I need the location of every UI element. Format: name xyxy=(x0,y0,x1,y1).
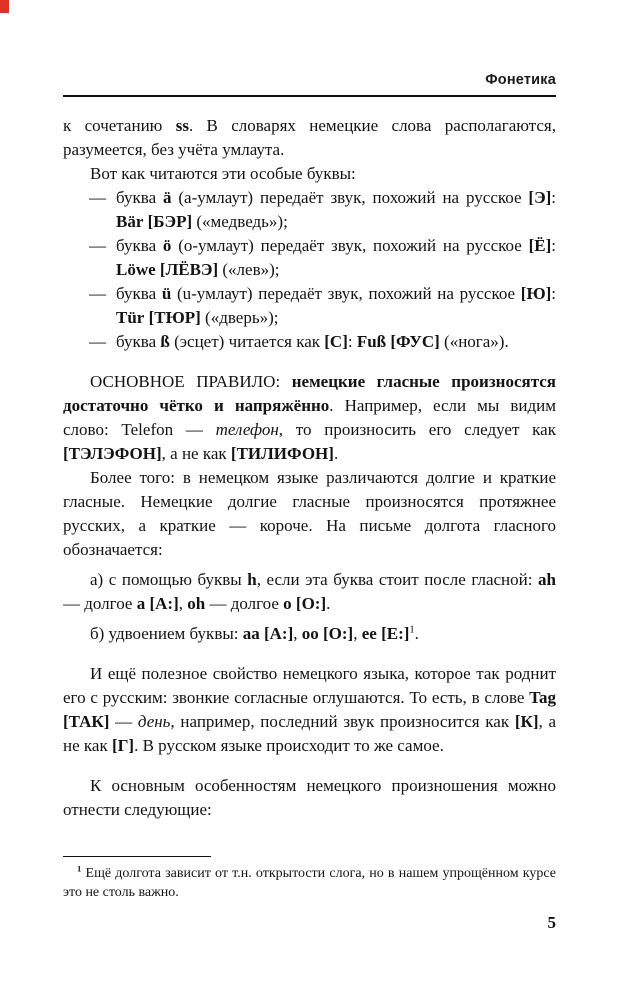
page-number: 5 xyxy=(547,913,556,932)
paragraph-voiced-consonants: И ещё полезное свойство немецкого языка, которое так роднит его с русским: звонкие согласные оглушаются. То есть, в слове Tag [ТАК] — день, например, последний звук произносится как [К], а не как [Г]. В русском языке происходит то же самое. xyxy=(63,664,556,755)
list-dash: — xyxy=(89,188,106,207)
list-item xyxy=(63,282,556,330)
paragraph-main-rule: ОСНОВНОЕ ПРАВИЛО: немецкие гласные произносятся достаточно чётко и напряжённо. Например, если мы видим слово: Telefon — телефон, то произносить его следует как [ТЭЛЭФОН], а не как [ТИЛИФОН]. xyxy=(63,372,556,463)
list-item xyxy=(63,330,556,354)
running-header: Фонетика xyxy=(485,72,556,88)
list-item xyxy=(63,234,556,282)
list-dash: — xyxy=(89,236,106,255)
list-item-text: буква ß (эсцет) читается как [С]: Fuß [ФУС] («нога»). xyxy=(116,332,509,351)
page-footer xyxy=(63,856,556,933)
list-dash: — xyxy=(89,332,106,351)
paragraph-point-b: б) удвоением буквы: aa [А:], oo [О:], ee [Е:]$^1$. xyxy=(90,624,419,643)
letters-list xyxy=(63,186,556,354)
list-dash: — xyxy=(89,284,106,303)
list-item xyxy=(63,186,556,234)
paragraph-features-lead: К основным особенностям немецкого произношения можно отнести следующие: xyxy=(63,776,556,819)
paragraph-lead: Вот как читаются эти особые буквы: xyxy=(90,164,356,183)
footnote-text: $^1$ Ещё долгота зависит от т.н. открытости слога, но в нашем упрощённом курсе это не столь важно. xyxy=(63,863,556,900)
paragraph-intro: к сочетанию ss. В словарях немецкие слова располагаются, разумеется, без учёта умлаута. xyxy=(63,116,556,159)
list-item-text: буква ö (о-умлаут) передаёт звук, похожий на русское [Ё]: Löwe [ЛЁВЭ] («лев»); xyxy=(116,236,556,279)
paragraph-point-a: а) с помощью буквы h, если эта буква стоит после гласной: ah — долгое a [А:], oh — долгое o [О:]. xyxy=(63,570,556,613)
list-item-text: буква ü (u-умлаут) передаёт звук, похожий на русское [Ю]: Tür [ТЮР] («дверь»); xyxy=(116,284,556,327)
paragraph-long-short-vowels: Более того: в немецком языке различаются долгие и краткие гласные. Немецкие долгие гласные произносятся протяжнее русских, а краткие — короче. На письме долгота гласного обозначается: xyxy=(63,468,556,559)
footnote-rule xyxy=(63,856,211,857)
list-item-text: буква ä (а-умлаут) передаёт звук, похожий на русское [Э]: Bär [БЭР] («медведь»); xyxy=(116,188,556,231)
page-content xyxy=(0,72,619,932)
header-rule xyxy=(63,95,556,97)
page-body xyxy=(63,114,556,852)
corner-mark xyxy=(0,0,9,13)
